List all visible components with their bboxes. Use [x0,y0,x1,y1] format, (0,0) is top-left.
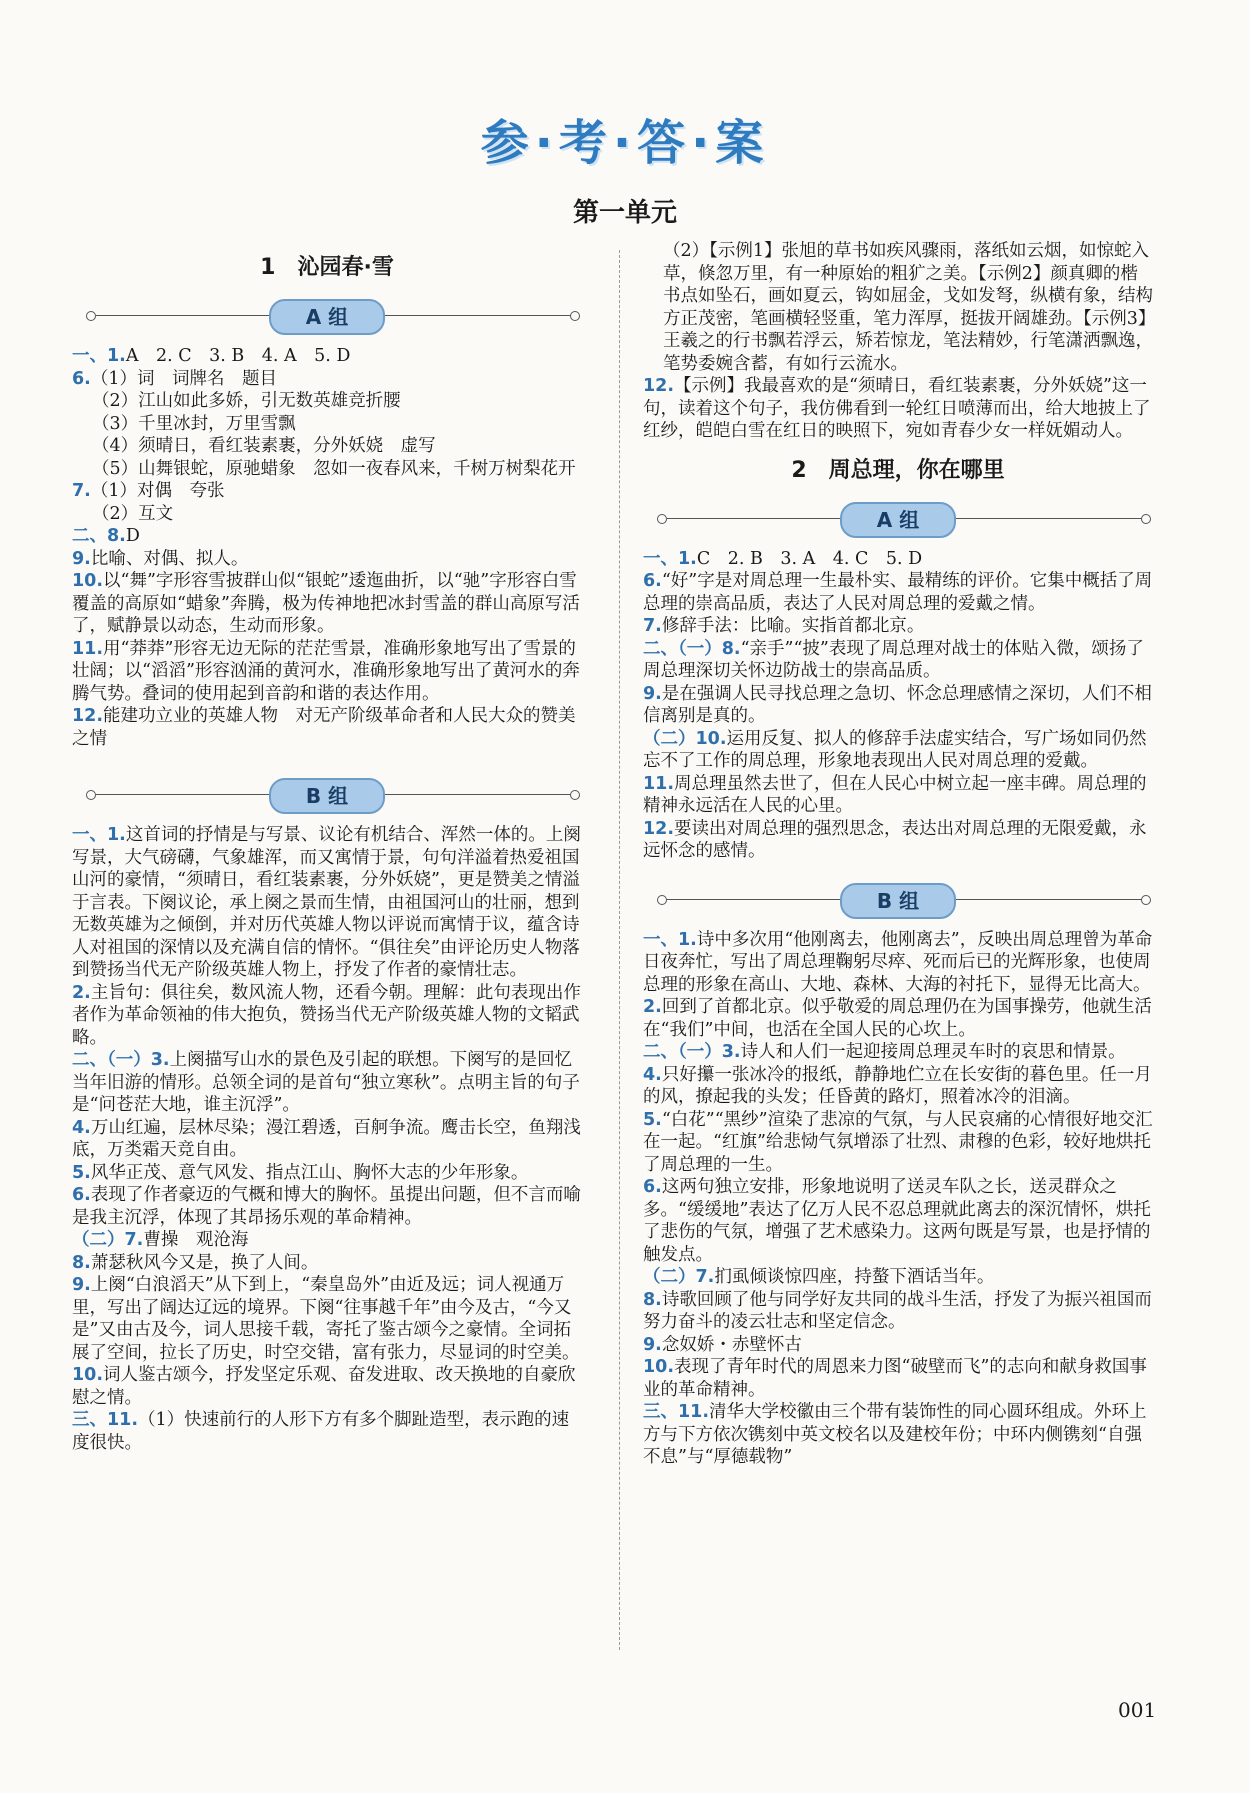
answer-text: 上阕描写山水的景色及引起的联想。下阕写的是回忆当年旧游的情形。总领全词的是首句“独立寒秋”。点明主旨的句子是“问苍茫大地，谁主沉浮”。 [72,1050,580,1115]
answer-line [643,1064,1153,1109]
answer-line [643,1266,1153,1289]
answer-line [72,548,582,571]
answer-text: “好”字是对周总理一生最朴实、最精练的评价。它集中概括了周总理的崇高品质，表达了人民对周总理的爱戴之情。 [643,571,1153,614]
group-label: B 组 [269,778,385,814]
answer-number: 一、1. [72,825,126,845]
answer-text: 诗中多次用“他刚离去，他刚离去”，反映出周总理曾为革命日夜奔忙，写出了周总理鞠躬尽瘁、死而后已的光辉形象，也使周总理的形象在高山、大地、森林、大海的衬托下，显得无比高大。 [643,929,1153,995]
answer-number: 6. [643,1177,662,1197]
answer-number: 9. [643,1334,662,1355]
answer-list [643,929,1153,1469]
answer-number: 10. [72,1365,104,1385]
answer-line [643,1334,1153,1357]
answer-line [643,240,1153,375]
answer-number: 6. [643,571,662,591]
answer-number: 三、11. [72,1410,139,1430]
answer-number: 10. [72,571,104,591]
answer-text: 表现了青年时代的周恩来力图“破壁而飞”的志向和献身救国事业的革命精神。 [643,1357,1147,1400]
answer-list [643,240,1153,443]
group-b-header [643,881,1153,919]
answer-text: 比喻、对偶、拟人。 [90,548,249,569]
answer-text: （1）词 词牌名 题目 [90,368,277,389]
answer-text: （2）江山如此多娇，引无数英雄竞折腰 [92,391,401,411]
answer-line [72,705,582,750]
answer-line [643,728,1153,773]
left-column [72,240,582,1454]
answer-number: 9. [643,683,662,704]
answer-number: 7. [643,616,662,636]
answer-text: 扪虱倾谈惊四座，持螯下酒话当年。 [714,1267,995,1287]
answer-line [643,773,1153,818]
answer-line [72,345,582,368]
answer-number: 5. [643,1109,662,1130]
answer-line [72,1274,582,1364]
answer-text: （4）须晴日，看红装素裹，分外妖娆 虚写 [92,436,436,456]
answer-number: （二）7. [643,1267,715,1287]
answer-line [72,982,582,1050]
answer-text: 诗人和人们一起迎接周总理灵车时的哀思和情景。 [740,1042,1126,1062]
answer-number: 9. [72,548,91,569]
answer-text: （3）千里冰封，万里雪飘 [92,413,296,434]
answer-line [643,1289,1153,1334]
answer-line [72,1117,582,1162]
answer-number: 8. [72,1252,91,1273]
answer-text: D [125,526,140,546]
answer-text: “白花”“黑纱”渲染了悲凉的气氛，与人民哀痛的心情很好地交汇在一起。“红旗”给悲恸气氛增添了壮烈、肃穆的色彩，较好地烘托了周总理的一生。 [643,1109,1153,1175]
answer-text: 周总理虽然去世了，但在人民心中树立起一座丰碑。周总理的精神永远活在人民的心里。 [643,773,1147,816]
page-number: 001 [1118,1698,1157,1722]
answer-list [72,824,582,1454]
answer-line [72,1049,582,1117]
answer-number: 4. [72,1117,91,1138]
answer-line [643,1356,1153,1401]
answer-text: 曹操 观沧海 [143,1230,249,1250]
answer-text: 能建功立业的英雄人物 对无产阶级革命者和人民大众的赞美之情 [72,706,576,749]
answer-line [72,824,582,982]
answer-line [72,390,582,413]
answer-line [643,1041,1153,1064]
answer-text: 这首词的抒情是与写景、议论有机结合、浑然一体的。上阕写景，大气磅礴，气象雄浑，而又寓情于景，句句洋溢着热爱祖国山河的豪情，“须晴日，看红装素裹，分外妖娆”，更是赞美之情溢于言表。下阕议论，承上阕之景而生情，由祖国河山的壮丽，想到无数英雄为之倾倒，并对历代英雄人物以评说而寓情于议，蕴含诗人对祖国的深情以及充满自信的情怀。“俱往矣”由评论历史人物落到赞扬当代无产阶级英雄人物上，抒发了作者的豪情壮志。 [72,825,581,980]
answer-line [643,375,1153,443]
answer-line [643,818,1153,863]
answer-line [72,503,582,526]
answer-text: C 2. B 3. A 4. C 5. D [696,548,923,569]
answer-line [643,1176,1153,1266]
answer-number: （二）7. [72,1230,144,1250]
answer-number: 三、11. [643,1402,710,1422]
answer-line [72,1409,582,1454]
answer-number: 11. [72,638,104,659]
answer-number: 6. [72,1185,91,1205]
answer-text: 这两句独立安排，形象地说明了送灵车队之长，送灵群众之多。“缓缓地”表达了亿万人民不忍总理就此离去的深沉情怀，烘托了悲伤的气氛，增强了艺术感染力。这两句既是写景，也是抒情的触发点。 [643,1177,1151,1265]
right-column [643,240,1153,1469]
answer-text: （2）互文 [92,503,174,524]
answer-number: 12. [643,376,675,396]
answer-number: 一、1. [643,548,697,569]
answer-text: 用“莽莽”形容无边无际的茫茫雪景，准确形象地写出了雪景的壮阔；以“滔滔”形容汹涌的黄河水，准确形象地写出了黄河水的奔腾气势。叠词的使用起到音韵和谐的表达作用。 [72,638,580,704]
answer-number: 二、8. [72,526,126,546]
answer-text: A 2. C 3. B 4. A 5. D [125,346,351,366]
answer-text: 表现了作者豪迈的气概和博大的胸怀。虽提出问题，但不言而喻是我主沉浮，体现了其昂扬乐观的革命精神。 [72,1185,581,1228]
answer-line [643,548,1153,571]
answer-text: 风华正茂、意气风发、指点江山、胸怀大志的少年形象。 [90,1162,529,1183]
answer-number: 7. [72,481,91,501]
answer-text: “亲手”“披”表现了周总理对战士的体贴入微，颂扬了周总理深切关怀边防战士的崇高品质。 [643,638,1144,681]
answer-line [643,683,1153,728]
group-a-header [643,500,1153,538]
answer-text: （1）快速前行的人形下方有多个脚趾造型，表示跑的速度很快。 [72,1410,570,1453]
answer-line [72,413,582,436]
answer-line [72,1252,582,1275]
answer-line [72,458,582,481]
answer-number: 二、（一）3. [643,1042,741,1062]
answer-text: 是在强调人民寻找总理之急切、怀念总理感情之深切，人们不相信离别是真的。 [643,683,1152,726]
answer-line [643,1109,1153,1177]
answer-line [643,929,1153,997]
answer-number: 12. [72,706,104,726]
answer-text: 回到了首都北京。似乎敬爱的周总理仍在为国事操劳，他就生活在“我们”中间，也活在全国人民的心坎上。 [643,997,1152,1040]
answer-number: 5. [72,1162,91,1183]
answer-number: 二、（一）3. [72,1050,170,1070]
answer-number: 11. [643,773,675,794]
lesson-title: 2 周总理，你在哪里 [791,457,1005,483]
answer-number: 一、1. [72,346,126,366]
answer-number: 6. [72,368,91,389]
answer-number: 2. [643,997,662,1017]
answer-line [72,1229,582,1252]
answer-text: 万山红遍，层林尽染；漫江碧透，百舸争流。鹰击长空，鱼翔浅底，万类霜天竞自由。 [72,1117,581,1160]
answer-line [643,570,1153,615]
answer-text: 要读出对周总理的强烈思念，表达出对周总理的无限爱戴，永远怀念的感情。 [643,818,1147,861]
answer-text: 上阕“白浪滔天”从下到上，“秦皇岛外”由近及远；词人视通万里，写出了阔达辽远的境界。下阕“往事越千年”由今及古，“今又是”又由古及今，词人思接千载，寄托了鉴古颂今之豪情。全词拓展了空间，拉长了历史，时空交错，富有张力，尽显词的时空美。 [72,1275,580,1363]
answer-line [72,435,582,458]
answer-line [72,1162,582,1185]
group-label: A 组 [269,299,385,335]
answer-text: 萧瑟秋风今又是，换了人间。 [90,1252,319,1273]
answer-number: 10. [643,1357,675,1377]
column-divider [619,250,621,1650]
group-b-header [72,776,582,814]
answer-line [72,570,582,638]
page-title: 参·考·答·案 [480,115,770,171]
answer-text: 词人鉴古颂今，抒发坚定乐观、奋发进取、改天换地的自豪欣慰之情。 [72,1365,576,1408]
answer-line [72,368,582,391]
answer-number: （二）10. [643,728,727,749]
answer-line [643,1401,1153,1469]
answer-line [72,638,582,706]
answer-text: 修辞手法：比喻。实指首都北京。 [661,616,925,636]
answer-number: 12. [643,818,675,839]
answer-list [72,345,582,750]
answer-line [72,1184,582,1229]
group-label: B 组 [840,883,956,919]
answer-number: 8. [643,1289,662,1310]
group-a-header [72,297,582,335]
group-label: A 组 [840,502,956,538]
answer-text: （2）【示例1】张旭的草书如疾风骤雨，落纸如云烟，如惊蛇入草，倏忽万里，有一种原始的粗犷之美。【示例2】颜真卿的楷书点如坠石，画如夏云，钩如屈金，戈如发弩，纵横有象，结构方正茂密，笔画横轻竖重，笔力浑厚，挺拔开阔雄劲。【示例3】王羲之的行书飘若浮云，矫若惊龙，笔法精妙，行笔潇洒飘逸，笔势委婉含蓄，有如行云流水。 [663,241,1153,374]
unit-title: 第一单元 [572,198,677,228]
answer-line [643,638,1153,683]
answer-list [643,548,1153,863]
answer-text: 念奴娇・赤壁怀古 [661,1334,802,1355]
lesson-title: 1 沁园春·雪 [260,255,394,280]
answer-text: 主旨句：俱往矣，数风流人物，还看今朝。理解：此句表现出作者作为革命领袖的伟大抱负，赞扬当代无产阶级英雄人物的文韬武略。 [72,982,581,1048]
answer-line [72,1364,582,1409]
answer-line [643,615,1153,638]
answer-text: 清华大学校徽由三个带有装饰性的同心圆环组成。外环上方与下方依次镌刻中英文校名以及建校年份；中环内侧镌刻“自强不息”与“厚德载物” [643,1402,1147,1467]
answer-text: （5）山舞银蛇，原驰蜡象 忽如一夜春风来，千树万树梨花开 [92,458,576,479]
answer-number: 9. [72,1275,91,1295]
answer-text: （1）对偶 夸张 [90,481,225,501]
answer-line [72,480,582,503]
answer-text: 以“舞”字形容雪披群山似“银蛇”逶迤曲折，以“驰”字形容白雪覆盖的高原如“蜡象”奔腾，极为传神地把冰封雪盖的群山高原写活了，赋静景以动态，生动而形象。 [72,571,580,636]
answer-text: 【示例】我最喜欢的是“须晴日，看红装素裹，分外妖娆”这一句，读着这个句子，我仿佛看到一轮红日喷薄而出，给大地披上了红纱，皑皑白雪在红日的映照下，宛如青春少女一样妩媚动人。 [643,376,1151,441]
answer-number: 2. [72,982,91,1003]
answer-number: 一、1. [643,929,697,950]
answer-text: 运用反复、拟人的修辞手法虚实结合，写广场如同仍然忘不了工作的周总理，形象地表现出人民对周总理的爱戴。 [643,728,1147,771]
answer-number: 4. [643,1064,662,1085]
answer-line [643,996,1153,1041]
answer-text: 诗歌回顾了他与同学好友共同的战斗生活，抒发了为振兴祖国而努力奋斗的凌云壮志和坚定信念。 [643,1289,1152,1332]
answer-line [72,525,582,548]
answer-number: 二、（一）8. [643,638,741,659]
answer-text: 只好攥一张冰冷的报纸，静静地伫立在长安街的暮色里。任一月的风，撩起我的头发；任昏黄的路灯，照着冰冷的泪滴。 [643,1064,1152,1107]
